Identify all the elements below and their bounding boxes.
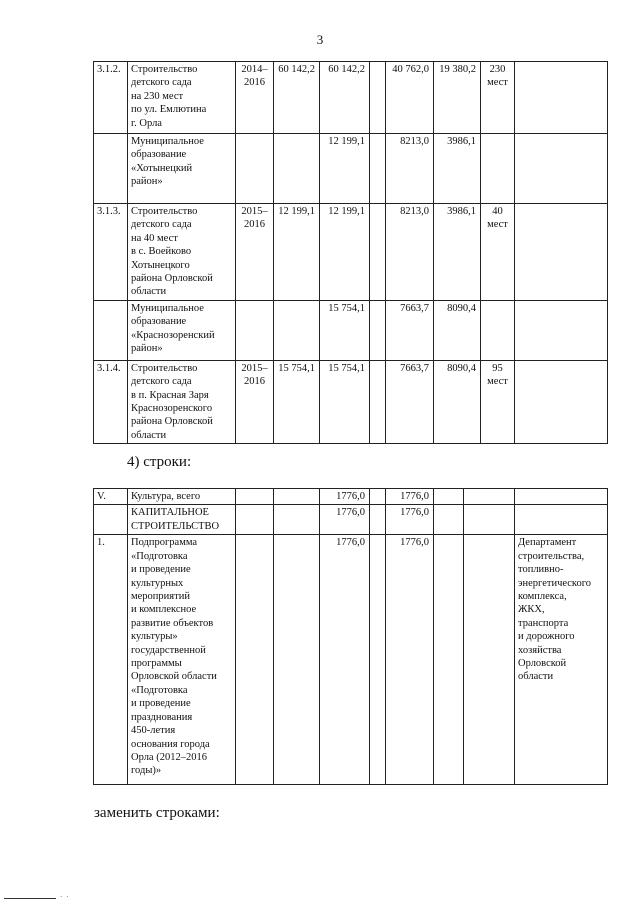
- row-department: [515, 489, 608, 505]
- table-row: [94, 134, 608, 204]
- row-department: [515, 300, 608, 360]
- row-name: КАПИТАЛЬНОЕ СТРОИТЕЛЬСТВО: [128, 505, 236, 535]
- row-empty: [370, 204, 386, 301]
- row-total: 60 142,2: [274, 62, 320, 134]
- row-value-b: [434, 489, 464, 505]
- row-capacity: [464, 489, 515, 505]
- row-code: 3.1.3.: [94, 204, 128, 301]
- row-capacity: [464, 505, 515, 535]
- page-number: 3: [316, 32, 324, 47]
- row-capacity: [464, 535, 515, 785]
- row-total: [274, 300, 320, 360]
- row-department: [515, 62, 608, 134]
- row-empty: [370, 535, 386, 785]
- row-code: [94, 300, 128, 360]
- row-capacity: [481, 134, 515, 204]
- row-value-a: 1776,0: [386, 489, 434, 505]
- row-code: 3.1.4.: [94, 360, 128, 443]
- row-period: [236, 505, 274, 535]
- row-period: 2015– 2016: [236, 204, 274, 301]
- table-row: [94, 489, 608, 505]
- row-name: Муниципальное образование «Хотынецкий район»: [128, 134, 236, 204]
- row-total: 12 199,1: [274, 204, 320, 301]
- row-amount: 1776,0: [320, 505, 370, 535]
- row-name: Строительство детского сада в п. Красная Заря Краснозоренского района Орловской области: [128, 360, 236, 443]
- row-capacity: 40 мест: [481, 204, 515, 301]
- row-department: [515, 134, 608, 204]
- row-value-b: 8090,4: [434, 360, 481, 443]
- row-period: [236, 134, 274, 204]
- row-department: [515, 204, 608, 301]
- row-name: Подпрограмма «Подготовка и проведение культурных мероприятий и комплексное развитие объектов культуры» государственной программы Орловской области «Подготовка и проведение празднования 450-летия основания города Орла (2012–2016 годы)»: [128, 535, 236, 785]
- row-value-a: 40 762,0: [386, 62, 434, 134]
- table-row: [94, 505, 608, 535]
- row-amount: 1776,0: [320, 489, 370, 505]
- row-total: [274, 489, 320, 505]
- row-period: [236, 300, 274, 360]
- row-empty: [370, 134, 386, 204]
- row-department: [515, 360, 608, 443]
- row-empty: [370, 62, 386, 134]
- row-name: Строительство детского сада на 40 мест в с. Воейково Хотынецкого района Орловской области: [128, 204, 236, 301]
- row-value-a: 8213,0: [386, 134, 434, 204]
- row-value-b: 3986,1: [434, 204, 481, 301]
- row-amount: 15 754,1: [320, 360, 370, 443]
- row-empty: [370, 360, 386, 443]
- row-empty: [370, 489, 386, 505]
- row-code: 3.1.2.: [94, 62, 128, 134]
- table-row: [94, 62, 608, 134]
- row-department: [515, 505, 608, 535]
- row-total: [274, 535, 320, 785]
- row-empty: [370, 300, 386, 360]
- row-value-a: 1776,0: [386, 535, 434, 785]
- row-period: [236, 489, 274, 505]
- row-code: V.: [94, 489, 128, 505]
- row-value-b: [434, 505, 464, 535]
- row-amount: 60 142,2: [320, 62, 370, 134]
- table-row: [94, 300, 608, 360]
- section-label: 4) строки:: [127, 454, 192, 470]
- row-total: 15 754,1: [274, 360, 320, 443]
- row-capacity: 95 мест: [481, 360, 515, 443]
- culture-table: [93, 488, 608, 785]
- program-table-continued: [93, 61, 608, 444]
- row-period: 2014– 2016: [236, 62, 274, 134]
- row-capacity: 230 мест: [481, 62, 515, 134]
- row-value-b: 8090,4: [434, 300, 481, 360]
- row-name: Муниципальное образование «Краснозоренский район»: [128, 300, 236, 360]
- table-row: [94, 360, 608, 443]
- row-value-a: 7663,7: [386, 360, 434, 443]
- row-amount: 1776,0: [320, 535, 370, 785]
- row-total: [274, 505, 320, 535]
- row-period: [236, 535, 274, 785]
- row-code: 1.: [94, 535, 128, 785]
- row-empty: [370, 505, 386, 535]
- row-department: Департамент строительства, топливно- энергетического комплекса, ЖКХ, транспорта и дорожного хозяйства Орловской области: [515, 535, 608, 785]
- row-total: [274, 134, 320, 204]
- table-row: [94, 204, 608, 301]
- row-amount: 12 199,1: [320, 134, 370, 204]
- row-amount: 15 754,1: [320, 300, 370, 360]
- row-value-a: 1776,0: [386, 505, 434, 535]
- row-code: [94, 134, 128, 204]
- footer-mark: · ·: [60, 893, 70, 901]
- row-value-b: 19 380,2: [434, 62, 481, 134]
- row-name: Культура, всего: [128, 489, 236, 505]
- footer-rule: [4, 898, 56, 899]
- row-capacity: [481, 300, 515, 360]
- row-value-b: [434, 535, 464, 785]
- row-name: Строительство детского сада на 230 мест по ул. Емлютина г. Орла: [128, 62, 236, 134]
- replace-label: заменить строками:: [94, 805, 220, 821]
- row-value-a: 8213,0: [386, 204, 434, 301]
- row-amount: 12 199,1: [320, 204, 370, 301]
- row-value-a: 7663,7: [386, 300, 434, 360]
- row-code: [94, 505, 128, 535]
- row-period: 2015– 2016: [236, 360, 274, 443]
- row-value-b: 3986,1: [434, 134, 481, 204]
- table-row: [94, 535, 608, 785]
